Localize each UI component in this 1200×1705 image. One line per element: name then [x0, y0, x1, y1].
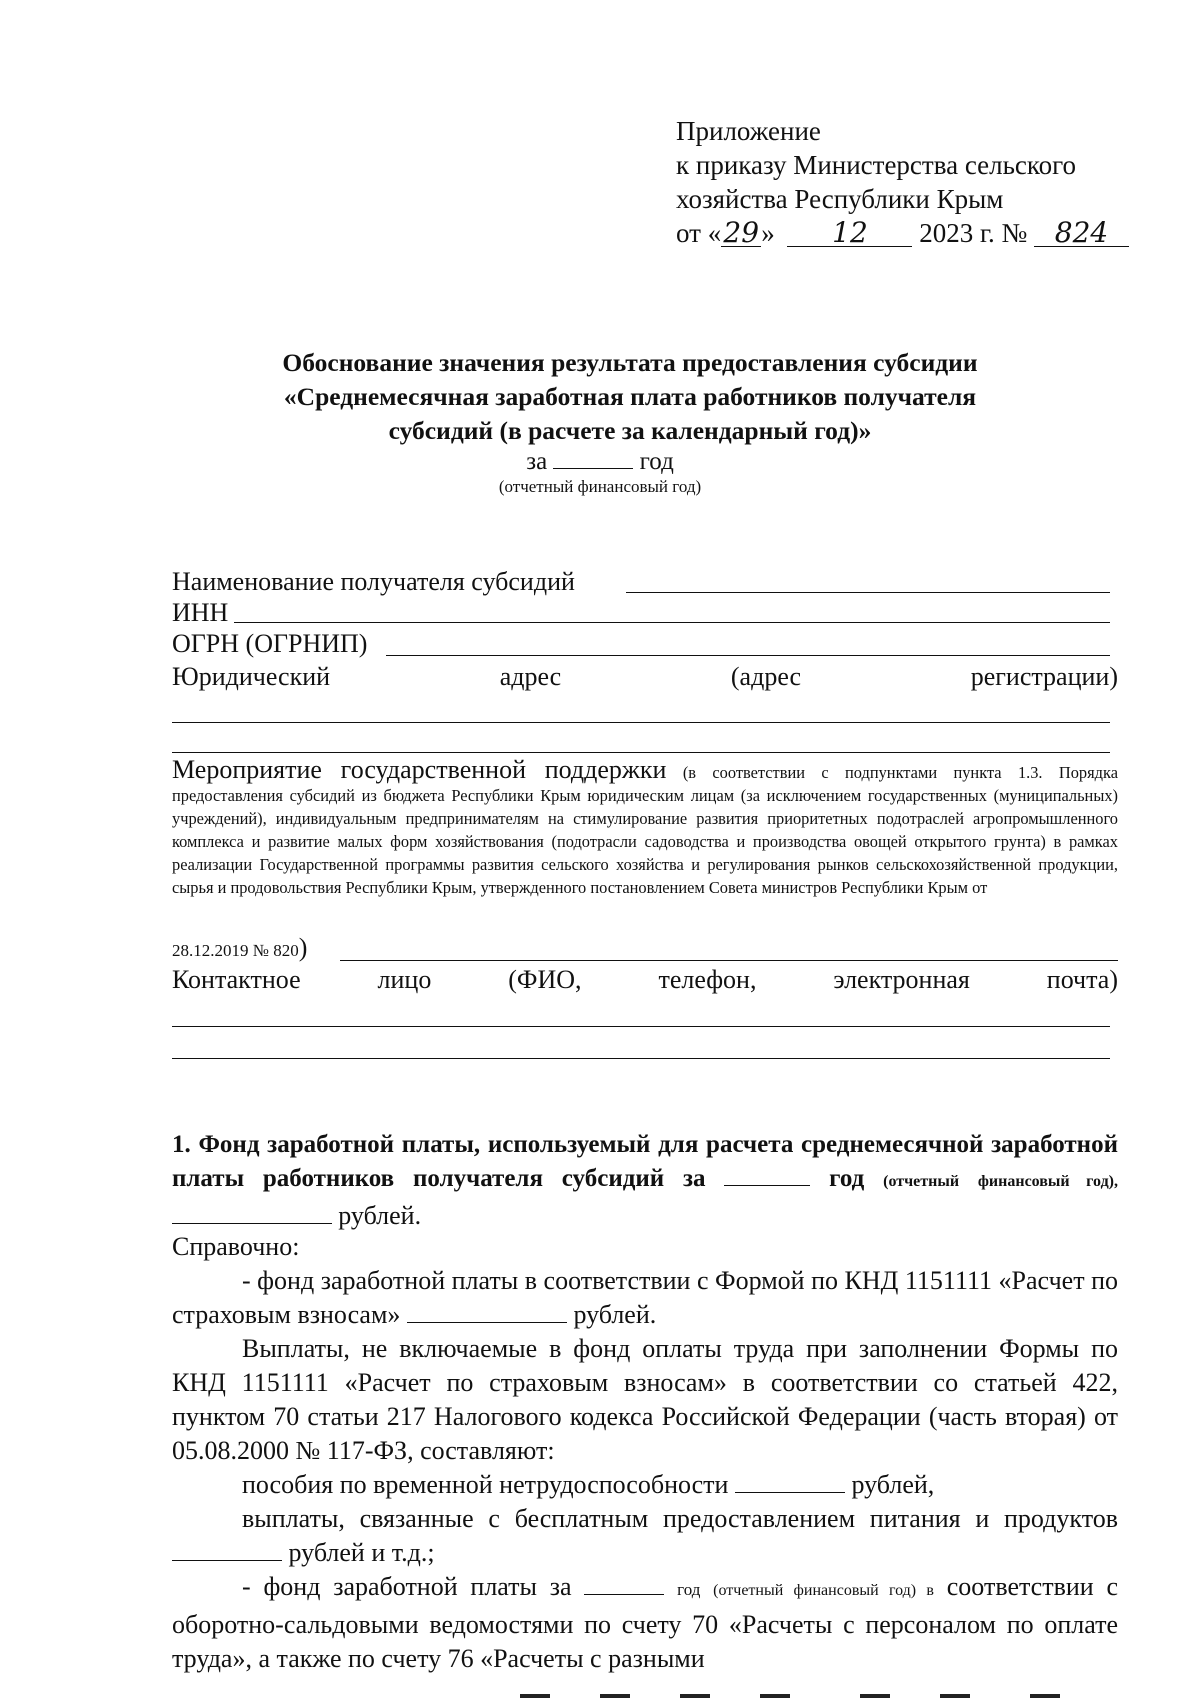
legal-address-word-4: регистрации) — [970, 662, 1118, 691]
legal-address-field-2[interactable] — [172, 752, 1110, 753]
god-label: год — [639, 448, 674, 475]
inn-field[interactable] — [234, 622, 1110, 623]
appendix-date-line — [676, 216, 1129, 250]
appendix-line-2: к приказу Министерства сельского — [676, 150, 1077, 180]
title-line-1: Обоснование значения результата предоставления субсидии — [282, 348, 978, 377]
contact-person-label — [172, 963, 1118, 997]
fund-knd-text: - фонд заработной платы в соответствии с Формой по КНД 1151111 «Расчет по страховым взносам» — [172, 1266, 1118, 1329]
appendix-line-3: хозяйства Республики Крым — [676, 184, 1004, 214]
spravochno-label: Справочно: — [172, 1232, 300, 1261]
food-payments-rub: рублей и т.д.; — [288, 1538, 435, 1567]
section-1-god: год — [829, 1165, 865, 1192]
reporting-year-line — [0, 446, 1200, 477]
appendix-block — [676, 114, 1129, 250]
contact-field-1[interactable] — [172, 1026, 1110, 1027]
support-measure-label: Мероприятие государственной поддержки — [172, 755, 667, 784]
legal-address-field-1[interactable] — [172, 722, 1110, 723]
section-1-note-2: финансовый год), — [977, 1173, 1119, 1190]
handwritten-day: 29 — [721, 220, 761, 247]
osv-paragraph — [172, 1570, 1118, 1676]
contact-word-5: электронная — [833, 965, 970, 994]
legal-address-word-1: Юридический — [172, 662, 331, 691]
osv-text-b: соответствии с оборотно-сальдовыми ведомостями по счету 70 «Расчеты с персоналом по оплате труда», а также по счету 76 «Расчеты с разными — [172, 1572, 1118, 1673]
food-payments-blank[interactable] — [172, 1538, 282, 1561]
year-blank[interactable] — [553, 446, 633, 469]
food-payments-paragraph — [172, 1502, 1118, 1570]
osv-note: (отчетный финансовый год) в — [713, 1582, 934, 1599]
payments-paragraph: Выплаты, не включаемые в фонд оплаты труда при заполнении Формы по КНД 1151111 «Расчет по страховым взносам» в соответствии со статьей 422, пунктом 70 статьи 217 Налогового кодекса Российской Федерации (часть вторая) от 05.08.2000 № 117-ФЗ, составляют: — [172, 1334, 1118, 1465]
section-1-year-blank[interactable] — [724, 1163, 810, 1186]
ogrn-field[interactable] — [386, 655, 1110, 656]
section-1-heading-text: 1. Фонд заработной платы, используемый для расчета среднемесячной заработной платы работников получателя субсидий за — [172, 1131, 1118, 1192]
contact-field-2[interactable] — [172, 1058, 1110, 1059]
sick-leave-text: пособия по временной нетрудоспособности — [242, 1470, 729, 1499]
date-from-label: от « — [676, 218, 722, 248]
osv-god: год — [677, 1580, 701, 1599]
appendix-title: Приложение — [676, 116, 821, 146]
fund-knd-rub: рублей. — [573, 1300, 657, 1329]
inn-label: ИНН — [172, 598, 229, 627]
sick-leave-line — [172, 1468, 1118, 1502]
sick-leave-blank[interactable] — [735, 1470, 845, 1493]
section-1-heading — [172, 1128, 1118, 1234]
ogrn-label: ОГРН (ОГРНИП) — [172, 629, 368, 658]
legal-address-word-2: адрес — [499, 662, 562, 691]
contact-word-6: почта) — [1046, 965, 1118, 994]
fund-knd-blank[interactable] — [407, 1300, 567, 1323]
support-measure-date-line — [172, 935, 307, 964]
osv-year-blank[interactable] — [584, 1572, 664, 1595]
food-payments-text: выплаты, связанные с бесплатным предоставлением питания и продуктов — [242, 1504, 1118, 1533]
za-label: за — [526, 448, 548, 475]
legal-address-word-3: (адрес — [730, 662, 802, 691]
contact-word-1: Контактное — [172, 965, 301, 994]
support-measure-paragraph — [172, 755, 1118, 899]
section-1-rub: рублей. — [338, 1201, 422, 1230]
handwritten-order-number: 824 — [1034, 220, 1129, 247]
recipient-name-field[interactable] — [626, 592, 1110, 593]
support-close-paren: ) — [298, 933, 308, 962]
contact-word-4: телефон, — [658, 965, 757, 994]
scan-artifact-marks — [520, 1690, 1120, 1704]
support-measure-field[interactable] — [340, 960, 1118, 961]
date-year-label: 2023 г. № — [919, 218, 1028, 248]
sick-leave-rub: рублей, — [851, 1470, 935, 1499]
title-line-3: субсидий (в расчете за календарный год)» — [388, 416, 872, 445]
title-line-2: «Среднемесячная заработная плата работников получателя — [283, 382, 977, 411]
date-quote-close: » — [761, 218, 775, 248]
fund-knd-paragraph — [172, 1264, 1118, 1332]
section-1-amount-blank[interactable] — [172, 1201, 332, 1224]
legal-address-label — [172, 660, 1118, 694]
handwritten-month: 12 — [787, 220, 912, 247]
contact-word-2: лицо — [377, 965, 432, 994]
osv-text-a: - фонд заработной платы за — [242, 1572, 572, 1601]
contact-word-3: (ФИО, — [508, 965, 582, 994]
document-title — [170, 346, 1090, 448]
section-1-note-1: (отчетный — [883, 1173, 960, 1190]
support-decree-date: 28.12.2019 № 820 — [172, 941, 299, 960]
reporting-year-note: (отчетный финансовый год) — [498, 477, 702, 496]
recipient-name-label: Наименование получателя субсидий — [172, 567, 575, 596]
support-measure-text: (в соответствии с подпунктами пункта 1.3. Порядка предоставления субсидий из бюджета Республики Крым юридическим лицам (за исключением государственных (муниципальных) учреждений), индивидуальным предпринимателям на стимулирование развития приоритетных подотраслей агропромышленного комплекса и развитие малых форм хозяйствования (подотрасли садоводства и производства овощей открытого грунта) в рамках реализации Государственной программы развития сельского хозяйства и регулирования рынков сельскохозяйственной продукции, сырья и продовольствия Республики Крым, утвержденного постановлением Совета министров Республики Крым от — [172, 763, 1118, 897]
